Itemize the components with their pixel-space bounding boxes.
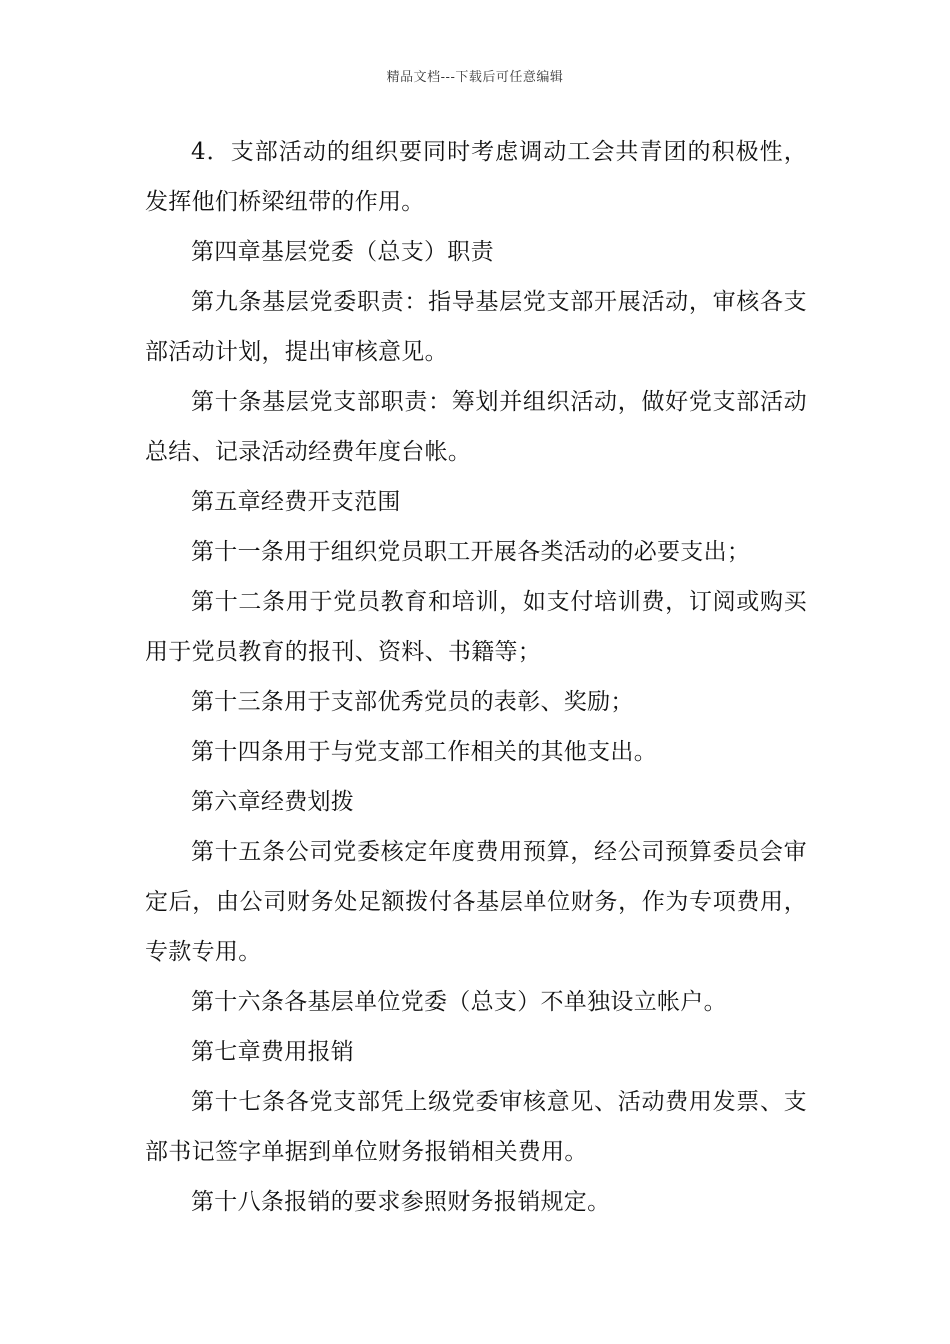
- article-16: 第十六条各基层单位党委（总支）不单独设立帐户。: [191, 989, 727, 1015]
- chapter-heading-5: 第五章经费开支范围: [191, 489, 401, 515]
- article-13: 第十三条用于支部优秀党员的表彰、奖励；: [191, 689, 634, 715]
- paragraph-item-4: 4．支部活动的组织要同时考虑调动工会共青团的积极性，发挥他们桥梁纽带的作用。: [145, 139, 807, 215]
- document-body: [145, 127, 807, 1227]
- chapter-heading-6: 第六章经费划拨: [191, 789, 355, 815]
- article-15: 第十五条公司党委核定年度费用预算，经公司预算委员会审定后，由公司财务处足额拨付各基层单位财务，作为专项费用，专款专用。: [145, 839, 807, 965]
- article-9: 第九条基层党委职责：指导基层党支部开展活动，审核各支部活动计划，提出审核意见。: [145, 289, 807, 365]
- article-10: 第十条基层党支部职责：筹划并组织活动，做好党支部活动总结、记录活动经费年度台帐。: [145, 389, 807, 465]
- chapter-heading-7: 第七章费用报销: [191, 1039, 355, 1065]
- article-17: 第十七条各党支部凭上级党委审核意见、活动费用发票、支部书记签字单据到单位财务报销相关费用。: [145, 1089, 807, 1165]
- article-12: 第十二条用于党员教育和培训，如支付培训费，订阅或购买用于党员教育的报刊、资料、书籍等；: [145, 589, 807, 665]
- chapter-heading-4: 第四章基层党委（总支）职责: [191, 239, 494, 265]
- page-header: 精品文档---下载后可任意编辑: [386, 70, 564, 85]
- article-14: 第十四条用于与党支部工作相关的其他支出。: [191, 739, 657, 765]
- article-18: 第十八条报销的要求参照财务报销规定。: [191, 1189, 611, 1215]
- article-11: 第十一条用于组织党员职工开展各类活动的必要支出；: [191, 539, 751, 565]
